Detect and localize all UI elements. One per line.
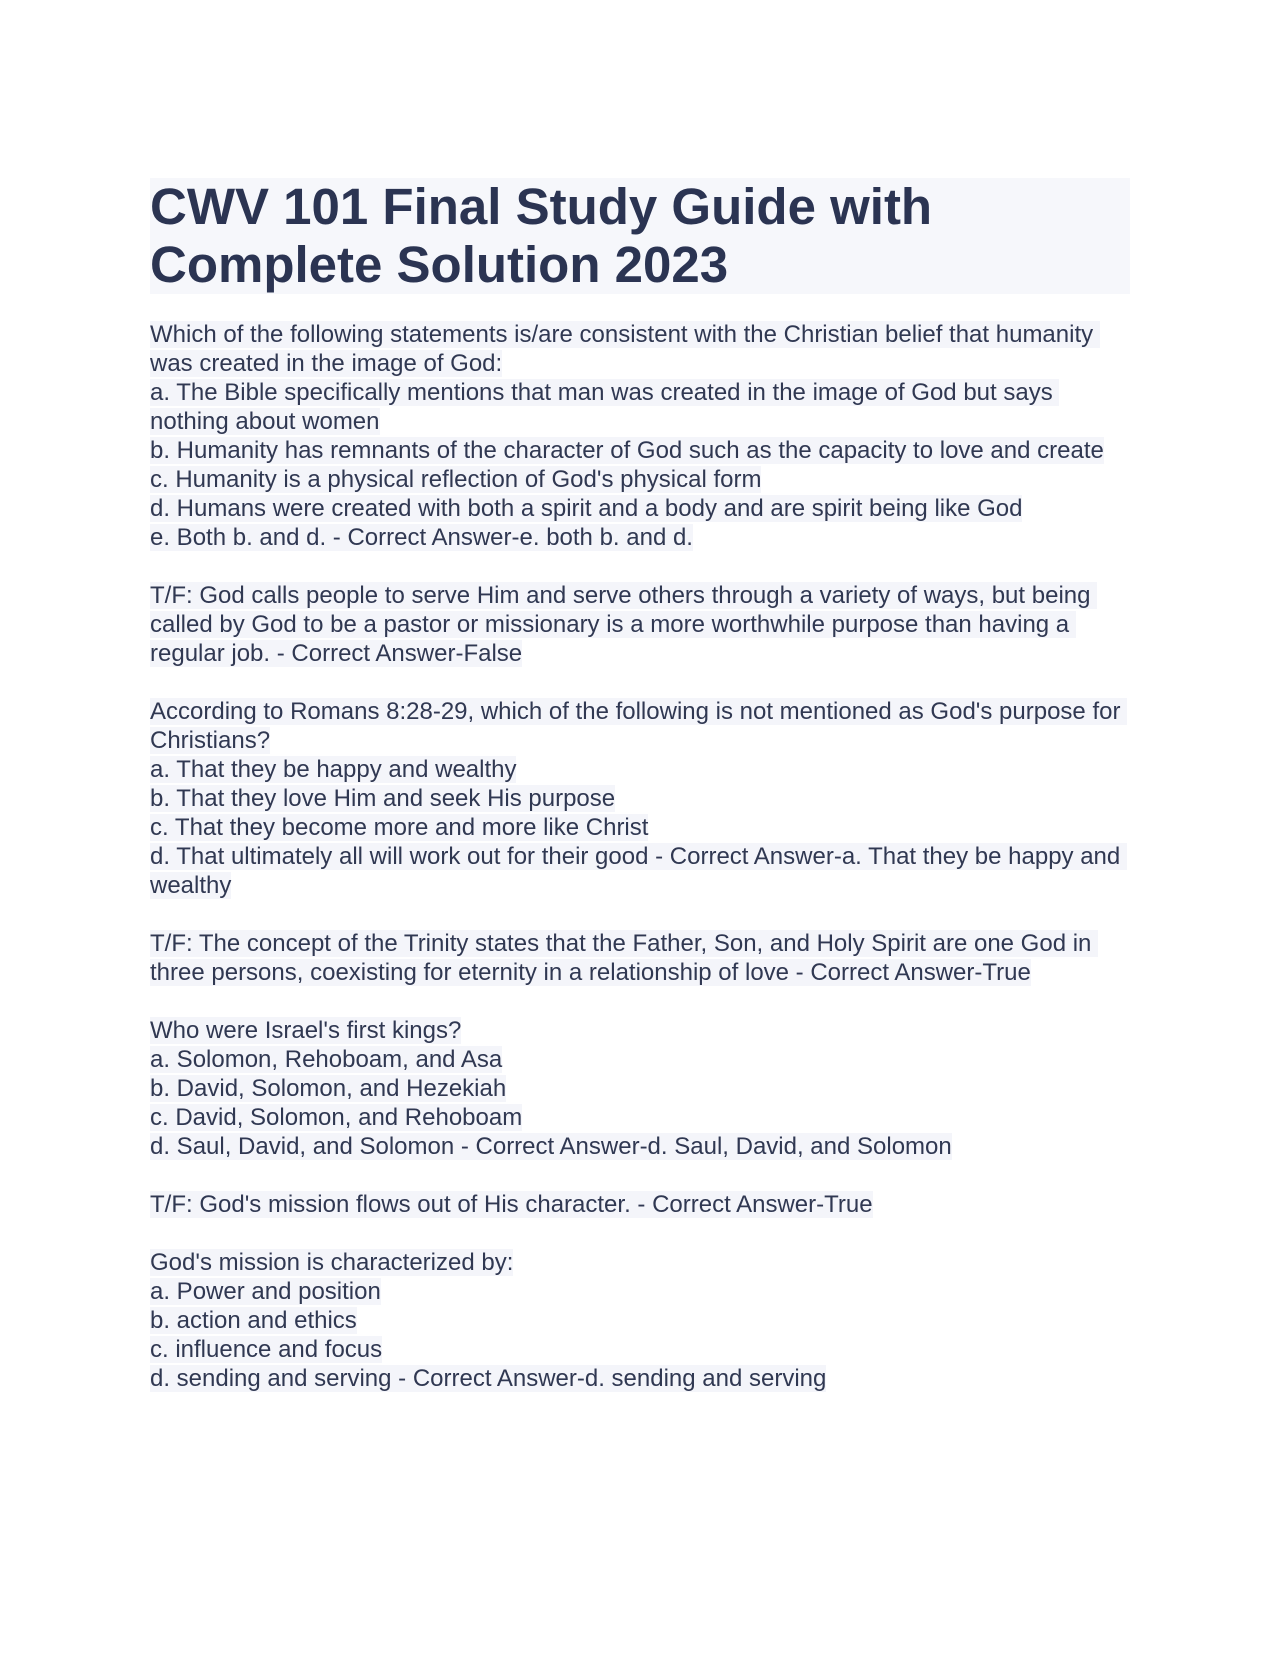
answer-option: b. That they love Him and seek His purpose: [150, 785, 616, 812]
question-text: According to Romans 8:28-29, which of the following is not mentioned as God's purpose for Christians?: [150, 698, 1128, 754]
question-text: God's mission is characterized by:: [150, 1249, 514, 1276]
answer-option: b. David, Solomon, and Hezekiah: [150, 1075, 507, 1102]
question-text: Which of the following statements is/are consistent with the Christian belief that humanity was created in the image of God:: [150, 321, 1100, 377]
question-text: T/F: The concept of the Trinity states that the Father, Son, and Holy Spirit are one God in three persons, coexisting for eternity in a relationship of love - Correct Answer-True: [150, 930, 1099, 986]
question-block: [150, 320, 1130, 552]
answer-option: c. That they become more and more like Christ: [150, 814, 649, 841]
answer-option: c. influence and focus: [150, 1336, 383, 1363]
document-page: [150, 178, 1130, 1422]
answer-option-with-correct-answer: d. Saul, David, and Solomon - Correct Answer-d. Saul, David, and Solomon: [150, 1133, 952, 1160]
answer-option: a. The Bible specifically mentions that man was created in the image of God but says nothing about women: [150, 379, 1060, 435]
question-block: [150, 581, 1130, 668]
answer-option: d. Humans were created with both a spirit and a body and are spirit being like God: [150, 495, 1023, 522]
question-block: [150, 1016, 1130, 1161]
document-title: CWV 101 Final Study Guide with Complete Solution 2023: [150, 178, 933, 293]
answer-option-with-correct-answer: d. That ultimately all will work out for their good - Correct Answer-a. That they be happy and wealthy: [150, 843, 1127, 899]
question-block: [150, 697, 1130, 900]
question-block: [150, 929, 1130, 987]
question-block: [150, 1190, 1130, 1219]
title-block: [150, 178, 1130, 294]
answer-option: c. Humanity is a physical reflection of God's physical form: [150, 466, 762, 493]
answer-option: b. Humanity has remnants of the character of God such as the capacity to love and create: [150, 437, 1104, 464]
question-text: T/F: God's mission flows out of His character. - Correct Answer-True: [150, 1191, 873, 1218]
question-text: Who were Israel's first kings?: [150, 1017, 462, 1044]
answer-option: b. action and ethics: [150, 1307, 357, 1334]
answer-option-with-correct-answer: d. sending and serving - Correct Answer-d. sending and serving: [150, 1365, 827, 1392]
question-block: [150, 1248, 1130, 1393]
answer-option-with-correct-answer: e. Both b. and d. - Correct Answer-e. both b. and d.: [150, 524, 693, 551]
question-text: T/F: God calls people to serve Him and serve others through a variety of ways, but being called by God to be a pastor or missionary is a more worthwhile purpose than having a regular job. - Correct Answer-False: [150, 582, 1098, 667]
answer-option: a. That they be happy and wealthy: [150, 756, 517, 783]
answer-option: c. David, Solomon, and Rehoboam: [150, 1104, 523, 1131]
answer-option: a. Power and position: [150, 1278, 381, 1305]
answer-option: a. Solomon, Rehoboam, and Asa: [150, 1046, 503, 1073]
